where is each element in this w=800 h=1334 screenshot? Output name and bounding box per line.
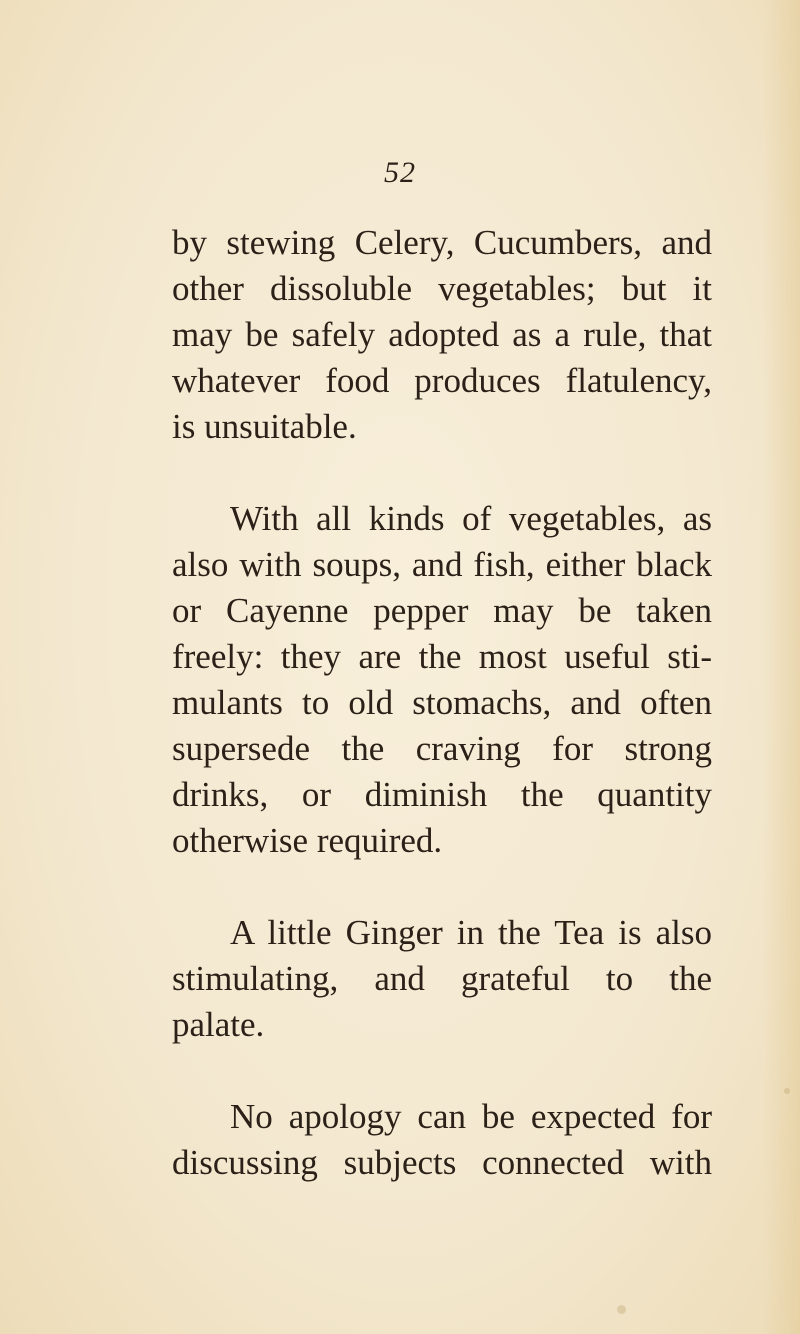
- text-line: With all kinds of vegetables, as: [230, 499, 712, 538]
- text-line: freely: they are the most useful sti-: [172, 637, 712, 676]
- book-text: [172, 220, 712, 1186]
- text-line: by stewing Celery, Cucumbers, and: [172, 223, 712, 262]
- text-line: is unsuitable.: [172, 407, 357, 446]
- text-line: supersede the craving for strong: [172, 729, 712, 768]
- paper-spot: [784, 1088, 790, 1094]
- text-line: other dissoluble vegetables; but it: [172, 269, 712, 308]
- text-line: whatever food produces flatulency,: [172, 361, 712, 400]
- paragraph-gap: [172, 1048, 712, 1094]
- paragraph-gap: [172, 864, 712, 910]
- text-line: A little Ginger in the Tea is also: [230, 913, 712, 952]
- text-line: or Cayenne pepper may be taken: [172, 591, 712, 630]
- text-line: otherwise required.: [172, 821, 443, 860]
- paper-spot: [617, 1305, 626, 1314]
- page-number: 52: [384, 156, 416, 189]
- text-line: also with soups, and fish, either black: [172, 545, 712, 584]
- text-line: may be safely adopted as a rule, that: [172, 315, 712, 354]
- text-line: discussing subjects connected with: [172, 1143, 712, 1182]
- text-line: palate.: [172, 1005, 265, 1044]
- page-edge-shadow: [762, 0, 800, 1334]
- text-line: No apology can be expected for: [230, 1097, 712, 1136]
- text-line: drinks, or diminish the quantity: [172, 775, 712, 814]
- paragraph-gap: [172, 450, 712, 496]
- text-line: stimulating, and grateful to the: [172, 959, 712, 998]
- text-line: mulants to old stomachs, and often: [172, 683, 712, 722]
